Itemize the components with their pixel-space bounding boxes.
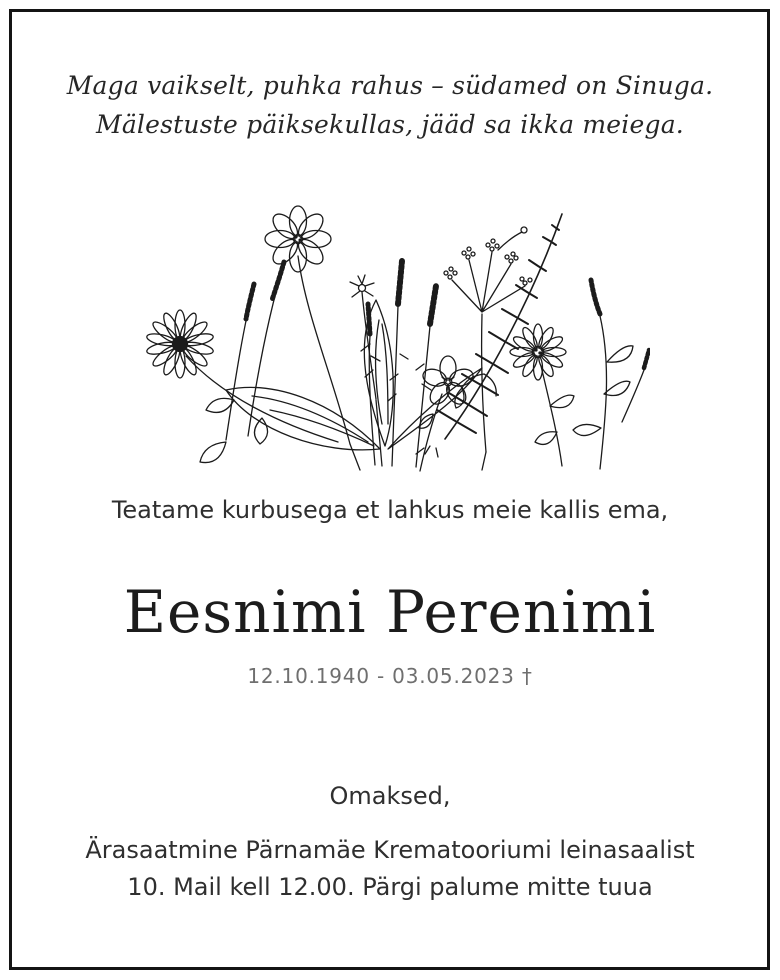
ceremony-line-2: 10. Mail kell 12.00. Pärgi palume mitte tuua [127, 873, 653, 901]
wildflowers-line-art-svg [130, 184, 650, 474]
epitaph-verse [67, 66, 714, 144]
ceremony-line-1: Ärasaatmine Pärnamäe Krematooriumi leinasaalist [85, 836, 695, 864]
life-dates: 12.10.1940 - 03.05.2023 † [247, 664, 533, 688]
plantain-leaves [226, 300, 482, 450]
cosmos-flower [265, 206, 350, 444]
ceremony-details [85, 832, 694, 906]
epitaph-line-2: Mälestuste päiksekullas, jääd sa ikka meiega. [96, 110, 684, 139]
wildflowers-illustration [130, 184, 650, 474]
grass-spikes-left [226, 262, 284, 440]
flax-flower [419, 356, 475, 471]
deceased-name: Eesnimi Perenimi [123, 578, 657, 646]
lavender-spikes-center [368, 261, 436, 467]
umbel-flower [444, 227, 532, 452]
daisy-right [510, 324, 574, 466]
right-branch [573, 280, 649, 469]
daisy-left [146, 310, 338, 463]
epitaph-line-1: Maga vaikselt, puhka rahus – südamed on Sinuga. [66, 71, 714, 100]
closing-signature: Omaksed, [329, 782, 451, 810]
announcement-text: Teatame kurbusega et lahkus meie kallis ema, [111, 496, 669, 524]
